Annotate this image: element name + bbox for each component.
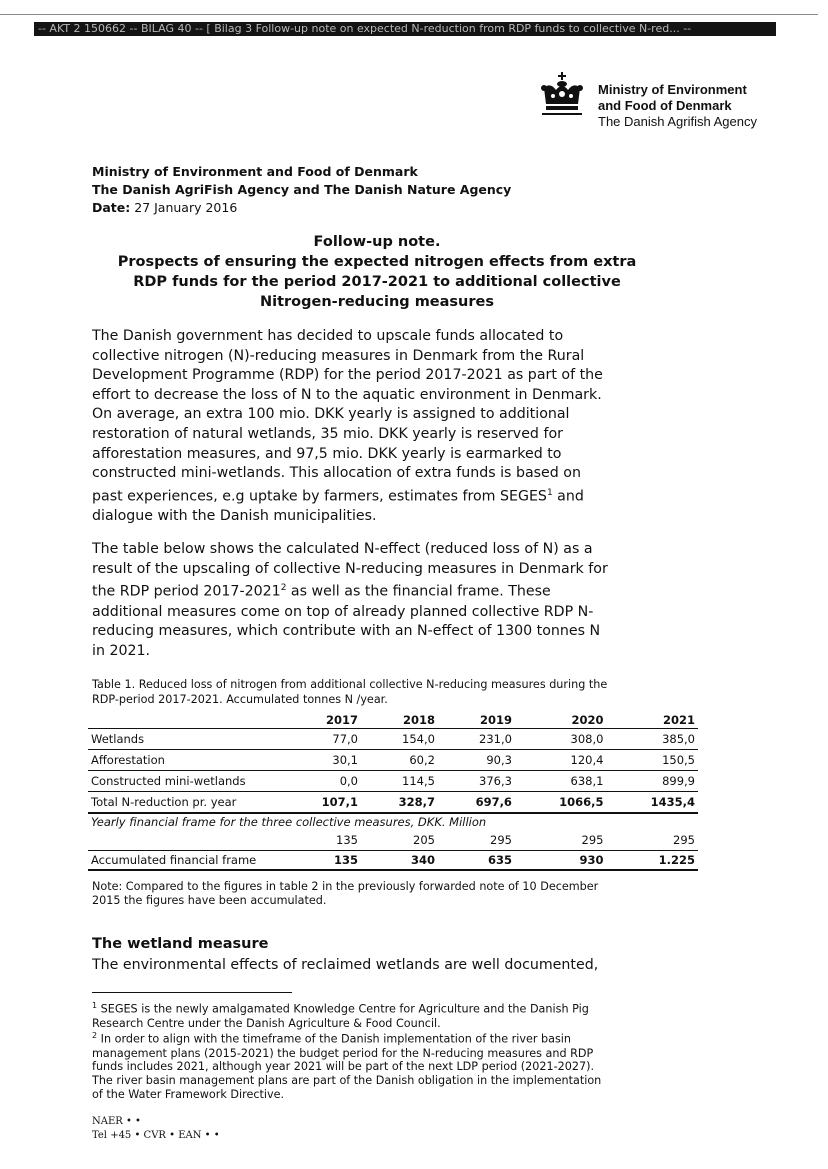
title-line2: Prospects of ensuring the expected nitrogen effects from extra [117,254,637,270]
year-header: 2017 [284,712,361,729]
table-intro-paragraph: The table below shows the calculated N-effect (reduced loss of N) as a result of the upscaling of collective N-reducing measures in Denmark for the RDP period 2017-2021$^2$ as well as the financial frame. These additional measures come on top of already planned collective RDP N-reducing measures, which contribute with an N-effect of 1300 tonnes N in 2021. [92,541,608,659]
footnote-divider [92,992,292,993]
title-line3: RDP funds for the period 2017-2021 to additional collective [133,274,621,290]
title-line1: Follow-up note. [313,234,441,250]
meta-ministry: Ministry of Environment and Food of Denmark [92,164,418,179]
row-label: Afforestation [88,750,284,771]
document-meta [92,163,511,217]
financial-frame-heading: Yearly financial frame for the three collective measures, DKK. Million [91,815,487,829]
row-label: Accumulated financial frame [88,851,284,871]
row-label: Total N-reduction pr. year [88,792,284,814]
meta-agencies: The Danish AgriFish Agency and The Danish Nature Agency [92,182,512,197]
year-header: 2021 [606,712,698,729]
footnote-2: $^2$ In order to align with the timeframe of the Danish implementation of the river basin management plans (2015-2021) the budget period for the N-reducing measures and RDP funds includes 2021, although year 2021 will be part of the next LDP period (2021-2027). The river basin management plans are part of the Danish obligation in the implementation of the Water Framework Directive. [92,1031,602,1101]
footer-line1: NAER • • [92,1116,141,1127]
accumulated-row: Accumulated financial frame 135 340 635 930 1.225 [88,851,698,871]
ministry-header-line1: Ministry of Environment [598,82,747,97]
table-note: Note: Compared to the figures in table 2 in the previously forwarded note of 10 December 2015 the figures have been accumulated. [92,880,599,907]
table-caption: Table 1. Reduced loss of nitrogen from additional collective N-reducing measures during the RDP-period 2017-2021. Accumulated tonnes N /year. [92,678,608,706]
meta-date-label: Date: [92,200,131,215]
intro-paragraph: The Danish government has decided to upscale funds allocated to collective nitrogen (N)-reducing measures in Denmark from the Rural Development Programme (RDP) for the period 2017-2021 as part of the effort to decrease the loss of N to the aquatic environment in Denmark. On average, an extra 100 mio. DKK yearly is assigned to additional restoration of natural wetlands, 35 mio. DKK yearly is reserved for afforestation measures, and 97,5 mio. DKK yearly is earmarked to constructed mini-wetlands. This allocation of extra funds is based on past experiences, e.g uptake by farmers, estimates from SEGES$^1$ and dialogue with the Danish municipalities. [92,328,603,525]
year-header: 2020 [515,712,607,729]
year-header: 2018 [361,712,438,729]
title-line4: Nitrogen-reducing measures [259,294,494,310]
table-row: Constructed mini-wetlands 0,0 114,5 376,3 638,1 899,9 [88,771,698,792]
ministry-header-line3: The Danish Agrifish Agency [598,114,757,129]
financial-frame-heading-row [88,813,698,830]
table-header-row [88,712,698,729]
meta-date-value: 27 January 2016 [130,200,238,215]
year-header: 2019 [438,712,515,729]
document-banner: -- AKT 2 150662 -- BILAG 40 -- [ Bilag 3 Follow-up note on expected N-reduction from RDP funds to collective N-red... -- [34,22,776,36]
crown-logo-icon [538,70,586,118]
footnote-ref-2: 2 [280,583,287,594]
total-row: Total N-reduction pr. year 107,1 328,7 697,6 1066,5 1435,4 [88,792,698,814]
top-rule [0,14,818,15]
ministry-header [598,82,757,130]
section-heading: The wetland measure [92,936,269,952]
footnote-ref-1: 1 [546,487,553,498]
financial-frame-row: 135 205 295 295 295 [88,830,698,851]
page-footer [92,1115,220,1143]
n-reduction-table [88,712,698,871]
footer-line2: Tel +45 • CVR • EAN • • [92,1130,220,1141]
ministry-header-line2: and Food of Denmark [598,98,732,113]
table-row: Wetlands 77,0 154,0 231,0 308,0 385,0 [88,729,698,750]
table-row: Afforestation 30,1 60,2 90,3 120,4 150,5 [88,750,698,771]
document-title [92,232,662,312]
row-label: Constructed mini-wetlands [88,771,284,792]
row-label: Wetlands [88,729,284,750]
footnote-1: $^1$ SEGES is the newly amalgamated Knowledge Centre for Agriculture and the Danish Pig Research Centre under the Danish Agriculture & Food Council. [92,1001,589,1030]
section-paragraph: The environmental effects of reclaimed wetlands are well documented, [92,957,599,973]
